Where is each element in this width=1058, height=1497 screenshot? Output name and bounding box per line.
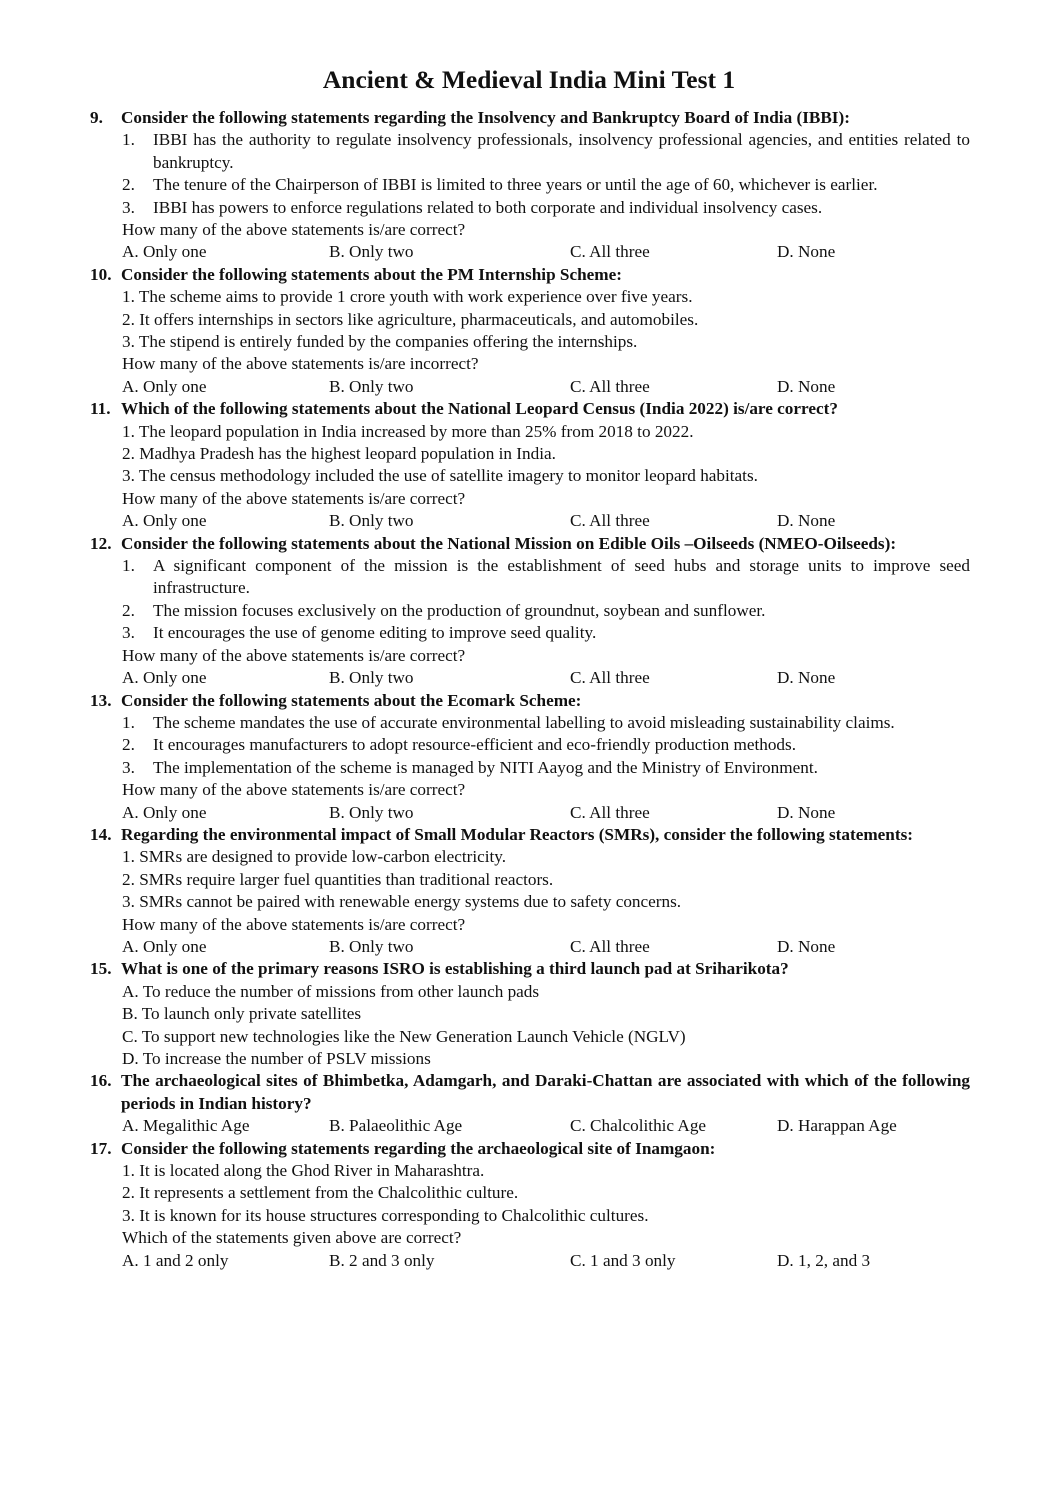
question-text: Regarding the environmental impact of Small Modular Reactors (SMRs), consider the following statements: [121,824,913,844]
statement-number: 3. [122,197,135,217]
option-a: A. Only one [122,936,207,956]
answer-options [90,1115,970,1137]
statement-text: IBBI has the authority to regulate insolvency professionals, insolvency professional agencies, and entities related to bankruptcy. [153,130,970,172]
statement [90,600,970,622]
option-a: A. Only one [122,242,207,262]
question-number: 14. [90,824,112,844]
statement-number: 3. [122,757,135,777]
option-d: D. 1, 2, and 3 [777,1250,871,1270]
statement [90,174,970,196]
option-c: C. Chalcolithic Age [570,1116,707,1136]
option-b: B. Palaeolithic Age [329,1116,463,1136]
question-number: 11. [90,399,111,419]
option-b: B. 2 and 3 only [329,1250,435,1270]
option-c: C. To support new technologies like the New Generation Launch Vehicle (NGLV) [122,1026,686,1046]
answer-options [90,802,970,824]
question-text: Consider the following statements regarding the archaeological site of Inamgaon: [121,1138,716,1158]
page-title: Ancient & Medieval India Mini Test 1 [322,65,736,94]
question-ask: How many of the above statements is/are correct? [122,780,466,800]
statement [90,622,970,644]
question-number: 9. [90,108,103,127]
option-d: D. None [777,802,836,822]
answer-options [90,510,970,532]
question-12 [90,533,970,690]
option-a: A. 1 and 2 only [122,1250,229,1270]
statement-number: 2. [122,600,135,620]
statement-text: A significant component of the mission is the establishment of seed hubs and storage units to improve seed infrastructure. [153,556,970,598]
question-stem [90,107,970,129]
statement [90,197,970,219]
option-c: C. All three [570,668,650,688]
answer-options [90,376,970,398]
option-b: B. Only two [329,511,414,531]
option-d: D. Harappan Age [777,1116,897,1136]
statement: 2. Madhya Pradesh has the highest leopard population in India. [122,444,556,464]
statement: 1. It is located along the Ghod River in Maharashtra. [122,1160,485,1180]
option-d: D. None [777,242,836,262]
question-9 [90,107,970,264]
option-b: B. Only two [329,376,414,396]
option-b: B. Only two [329,936,414,956]
question-stem [90,824,970,846]
option-a: A. Only one [122,511,207,531]
question-number: 12. [90,533,112,553]
answer-options [90,936,970,958]
question-stem [90,398,970,420]
question-text: The archaeological sites of Bhimbetka, Adamgarh, and Daraki-Chattan are associated with which of the following periods in Indian history? [121,1071,970,1113]
statement-text: The scheme mandates the use of accurate environmental labelling to avoid misleading sustainability claims. [153,712,895,732]
statement: 3. It is known for its house structures corresponding to Chalcolithic cultures. [122,1205,649,1225]
statement-number: 2. [122,735,135,755]
statement-text: The tenure of the Chairperson of IBBI is limited to three years or until the age of 60, whichever is earlier. [153,175,878,195]
answer-options [90,1250,970,1272]
question-13 [90,690,970,824]
statement-number: 1. [122,712,135,732]
question-ask: Which of the statements given above are correct? [122,1228,462,1248]
question-number: 15. [90,959,112,979]
option-d: D. None [777,936,836,956]
option-b: B. Only two [329,668,414,688]
statement-text: It encourages manufacturers to adopt resource-efficient and eco-friendly production methods. [153,735,797,755]
question-ask: How many of the above statements is/are incorrect? [122,354,479,374]
question-10 [90,264,970,398]
question-text: Consider the following statements regarding the Insolvency and Bankruptcy Board of India (IBBI): [121,108,850,127]
option-d: D. None [777,376,836,396]
question-number: 13. [90,690,112,710]
option-c: C. All three [570,802,650,822]
option-a: A. Only one [122,376,207,396]
question-stem [90,1070,970,1115]
question-text: What is one of the primary reasons ISRO is establishing a third launch pad at Sriharikota? [121,959,789,979]
question-list [90,107,970,1272]
statement: 2. SMRs require larger fuel quantities than traditional reactors. [122,869,554,889]
question-number: 16. [90,1071,112,1091]
option-c: C. All three [570,511,650,531]
statement: 3. SMRs cannot be paired with renewable energy systems due to safety concerns. [122,892,682,912]
statement-text: It encourages the use of genome editing to improve seed quality. [153,623,597,643]
question-17 [90,1138,970,1272]
option-d: D. None [777,668,836,688]
option-d: D. To increase the number of PSLV missions [122,1048,431,1068]
statement [90,555,970,600]
question-ask: How many of the above statements is/are correct? [122,645,466,665]
option-b: B. Only two [329,242,414,262]
statement [90,734,970,756]
question-text: Consider the following statements about the National Mission on Edible Oils –Oilseeds (NMEO-Oilseeds): [121,533,897,553]
option-a: A. Only one [122,802,207,822]
question-text: Consider the following statements about the Ecomark Scheme: [121,690,582,710]
answer-options [90,667,970,689]
question-stem [90,264,970,286]
statement-number: 2. [122,175,135,195]
question-stem [90,533,970,555]
option-c: C. All three [570,376,650,396]
statement-number: 1. [122,556,135,576]
question-11 [90,398,970,532]
option-a: A. To reduce the number of missions from other launch pads [122,981,540,1001]
option-a: A. Only one [122,668,207,688]
option-c: C. All three [570,936,650,956]
question-text: Which of the following statements about the National Leopard Census (India 2022) is/are correct? [121,399,838,419]
question-number: 17. [90,1138,112,1158]
statement: 1. The scheme aims to provide 1 crore youth with work experience over five years. [122,287,693,307]
option-b: B. To launch only private satellites [122,1004,362,1024]
statement: 1. SMRs are designed to provide low-carbon electricity. [122,847,507,867]
statement: 3. The census methodology included the use of satellite imagery to monitor leopard habitats. [122,466,758,486]
statement: 2. It represents a settlement from the Chalcolithic culture. [122,1183,519,1203]
question-stem [90,958,970,980]
statement [90,757,970,779]
option-b: B. Only two [329,802,414,822]
statement [90,129,970,174]
question-ask: How many of the above statements is/are correct? [122,914,466,934]
question-ask: How many of the above statements is/are correct? [122,488,466,508]
question-text: Consider the following statements about the PM Internship Scheme: [121,264,622,284]
question-16 [90,1070,970,1137]
question-ask: How many of the above statements is/are correct? [122,220,466,240]
option-a: A. Megalithic Age [122,1116,250,1136]
option-d: D. None [777,511,836,531]
statement-number: 3. [122,623,135,643]
statement-text: IBBI has powers to enforce regulations related to both corporate and individual insolvency cases. [153,197,823,217]
statement-text: The mission focuses exclusively on the production of groundnut, soybean and sunflower. [153,600,766,620]
answer-options [90,241,970,263]
statement-number: 1. [122,130,135,150]
question-15 [90,958,970,1070]
statement-text: The implementation of the scheme is managed by NITI Aayog and the Ministry of Environment. [153,757,818,777]
statement: 1. The leopard population in India increased by more than 25% from 2018 to 2022. [122,421,694,441]
option-c: C. 1 and 3 only [570,1250,676,1270]
question-14 [90,824,970,958]
question-stem [90,690,970,712]
statement: 3. The stipend is entirely funded by the companies offering the internships. [122,332,638,352]
statement: 2. It offers internships in sectors like agriculture, pharmaceuticals, and automobiles. [122,309,699,329]
question-stem [90,1138,970,1160]
question-number: 10. [90,264,112,284]
option-c: C. All three [570,242,650,262]
statement [90,712,970,734]
